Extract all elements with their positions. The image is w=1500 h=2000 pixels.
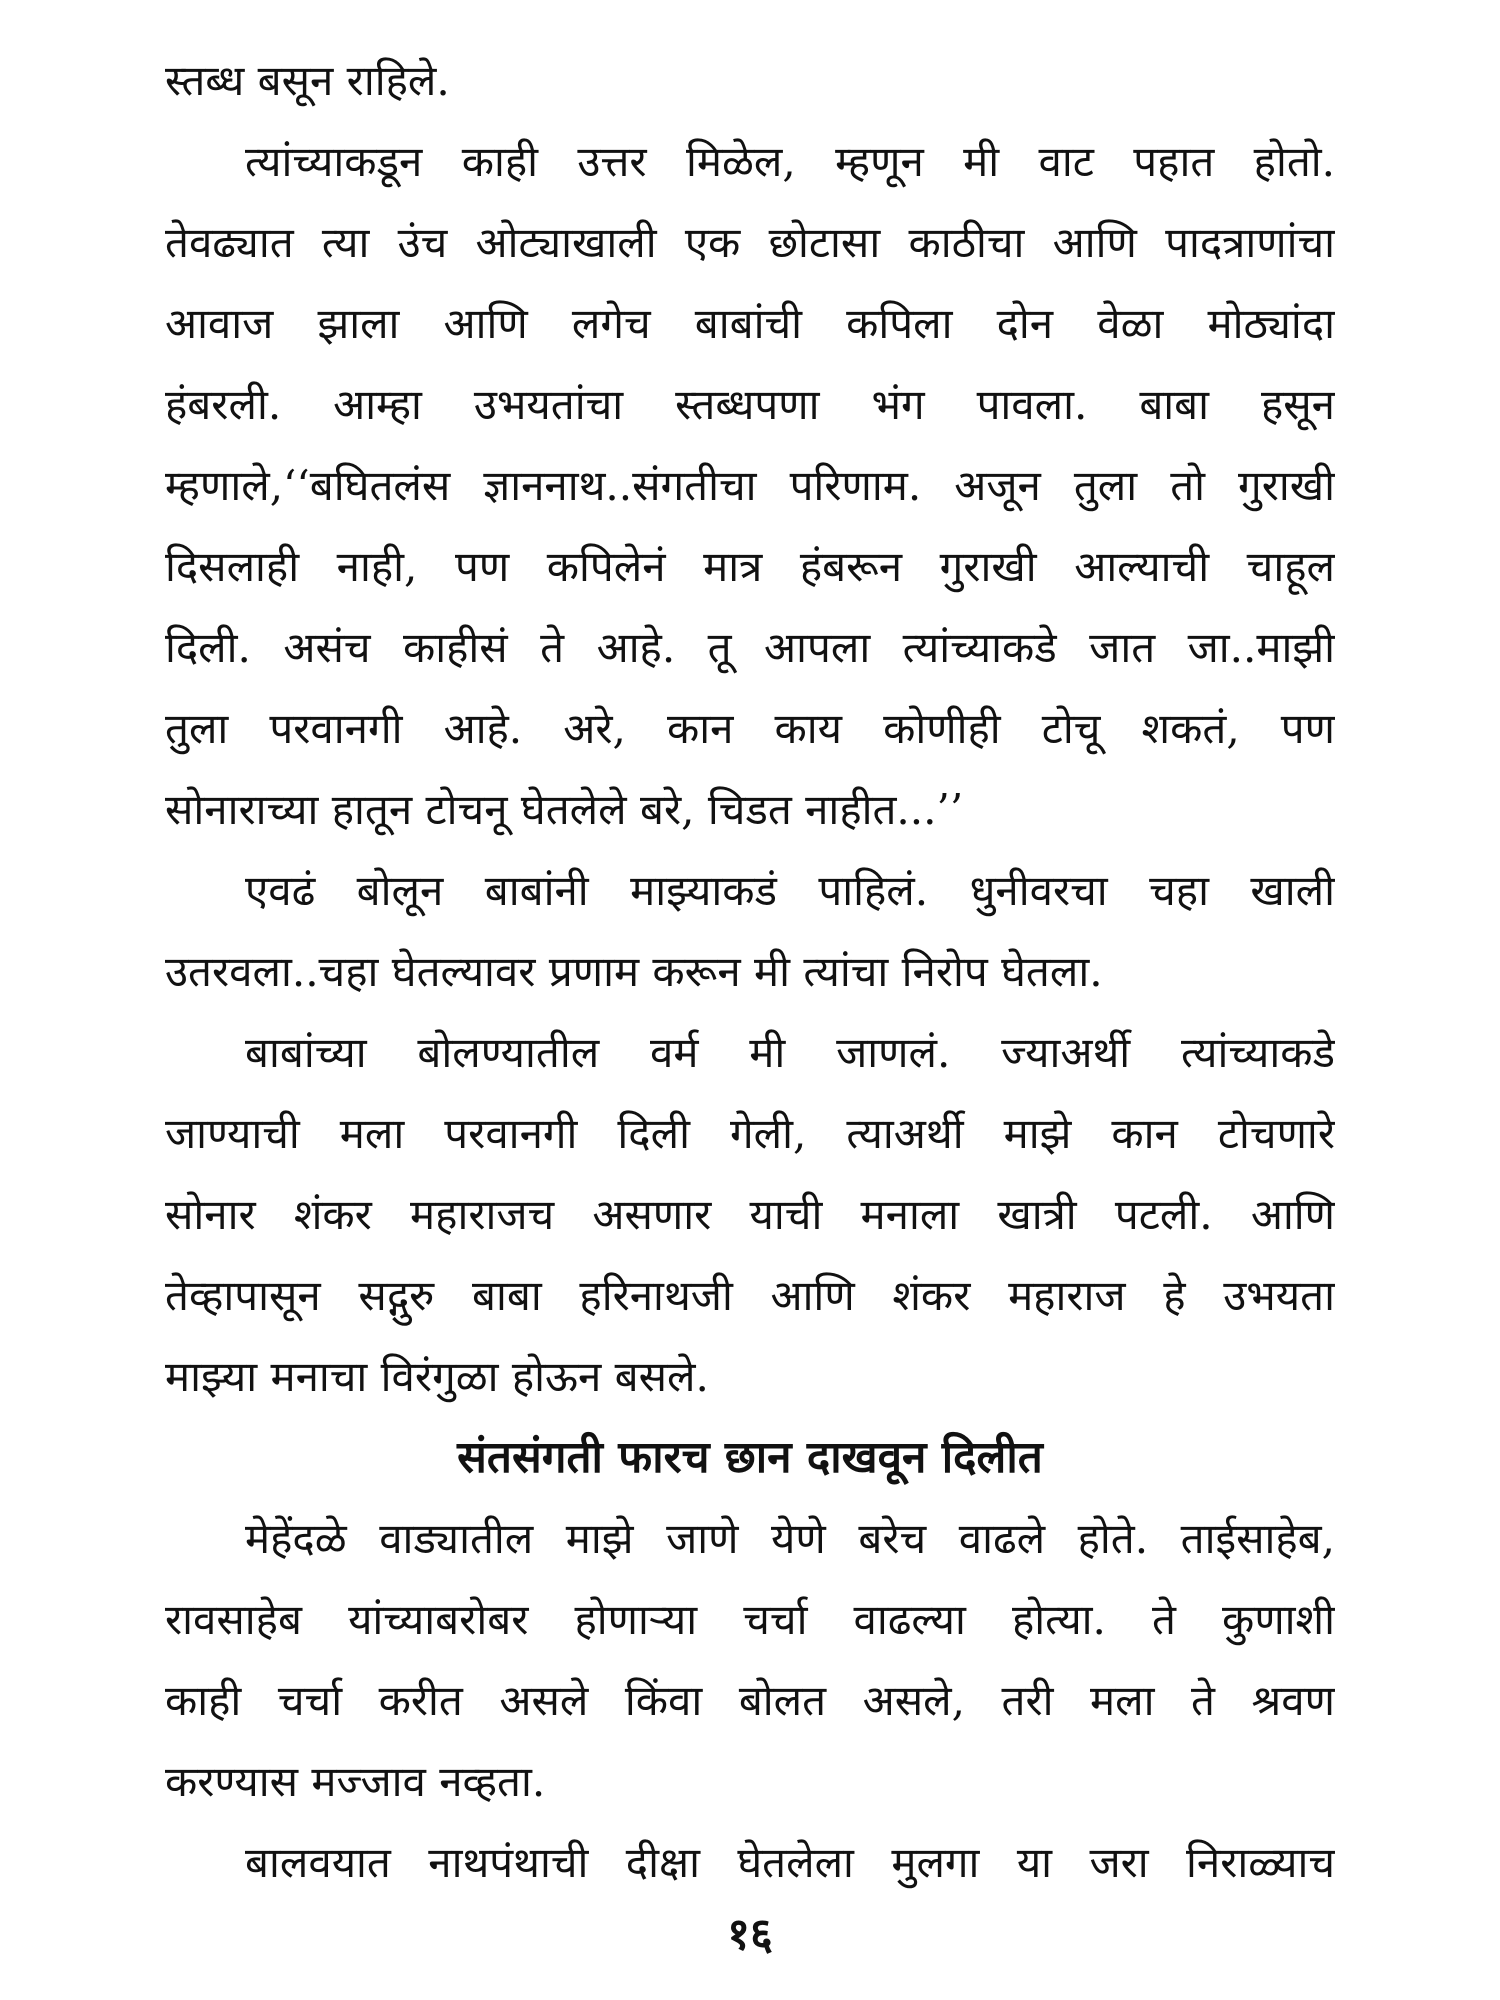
text-line: त्यांच्याकडून काही उत्तर मिळेल, म्हणून मी वाट पहात होतो. bbox=[245, 137, 1335, 186]
text-line: जाण्याची मला परवानगी दिली गेली, त्याअर्थी माझे कान टोचणारे bbox=[165, 1109, 1335, 1158]
text-line: हंबरली. आम्हा उभयतांचा स्तब्धपणा भंग पावला. बाबा हसून bbox=[165, 380, 1335, 429]
text-line: तेव्हापासून सद्गुरु बाबा हरिनाथजी आणि शंकर महाराज हे उभयता bbox=[165, 1271, 1335, 1320]
text-line: करण्यास मज्जाव नव्हता. bbox=[165, 1757, 546, 1806]
text-line: तुला परवानगी आहे. अरे, कान काय कोणीही टोचू शकतं, पण bbox=[165, 704, 1335, 753]
text-line: काही चर्चा करीत असले किंवा बोलत असले, तरी मला ते श्रवण bbox=[165, 1676, 1335, 1725]
text-line: स्तब्ध बसून राहिले. bbox=[165, 56, 450, 105]
text-line: सोनाराच्या हातून टोचनू घेतलेले बरे, चिडत नाहीत...’’ bbox=[165, 785, 964, 834]
text-line: आवाज झाला आणि लगेच बाबांची कपिला दोन वेळा मोठ्यांदा bbox=[165, 299, 1335, 348]
text-line: रावसाहेब यांच्याबरोबर होणाऱ्या चर्चा वाढल्या होत्या. ते कुणाशी bbox=[165, 1595, 1335, 1644]
text-line: मेहेंदळे वाड्यातील माझे जाणे येणे बरेच वाढले होते. ताईसाहेब, bbox=[245, 1514, 1335, 1563]
text-line: माझ्या मनाचा विरंगुळा होऊन बसले. bbox=[165, 1352, 709, 1401]
text-line: म्हणाले,‘‘बघितलंस ज्ञाननाथ..संगतीचा परिणाम. अजून तुला तो गुराखी bbox=[165, 461, 1335, 510]
text-line: सोनार शंकर महाराजच असणार याची मनाला खात्री पटली. आणि bbox=[165, 1190, 1335, 1239]
text-line: एवढं बोलून बाबांनी माझ्याकडं पाहिलं. धुनीवरचा चहा खाली bbox=[245, 866, 1335, 915]
text-line: बाबांच्या बोलण्यातील वर्म मी जाणलं. ज्याअर्थी त्यांच्याकडे bbox=[245, 1028, 1335, 1077]
text-line: दिली. असंच काहीसं ते आहे. तू आपला त्यांच्याकडे जात जा..माझी bbox=[165, 623, 1335, 672]
text-line: दिसलाही नाही, पण कपिलेनं मात्र हंबरून गुराखी आल्याची चाहूल bbox=[165, 542, 1335, 591]
text-line: उतरवला..चहा घेतल्यावर प्रणाम करून मी त्यांचा निरोप घेतला. bbox=[165, 947, 1103, 996]
body-text bbox=[165, 40, 1335, 1903]
page-number: १६ bbox=[727, 1909, 773, 1960]
section-heading: संतसंगती फारच छान दाखवून दिलीत bbox=[457, 1432, 1043, 1483]
text-line: तेवढ्यात त्या उंच ओट्याखाली एक छोटासा काठीचा आणि पादत्राणांचा bbox=[165, 218, 1335, 267]
text-line: बालवयात नाथपंथाची दीक्षा घेतलेला मुलगा या जरा निराळ्याच bbox=[245, 1838, 1335, 1887]
